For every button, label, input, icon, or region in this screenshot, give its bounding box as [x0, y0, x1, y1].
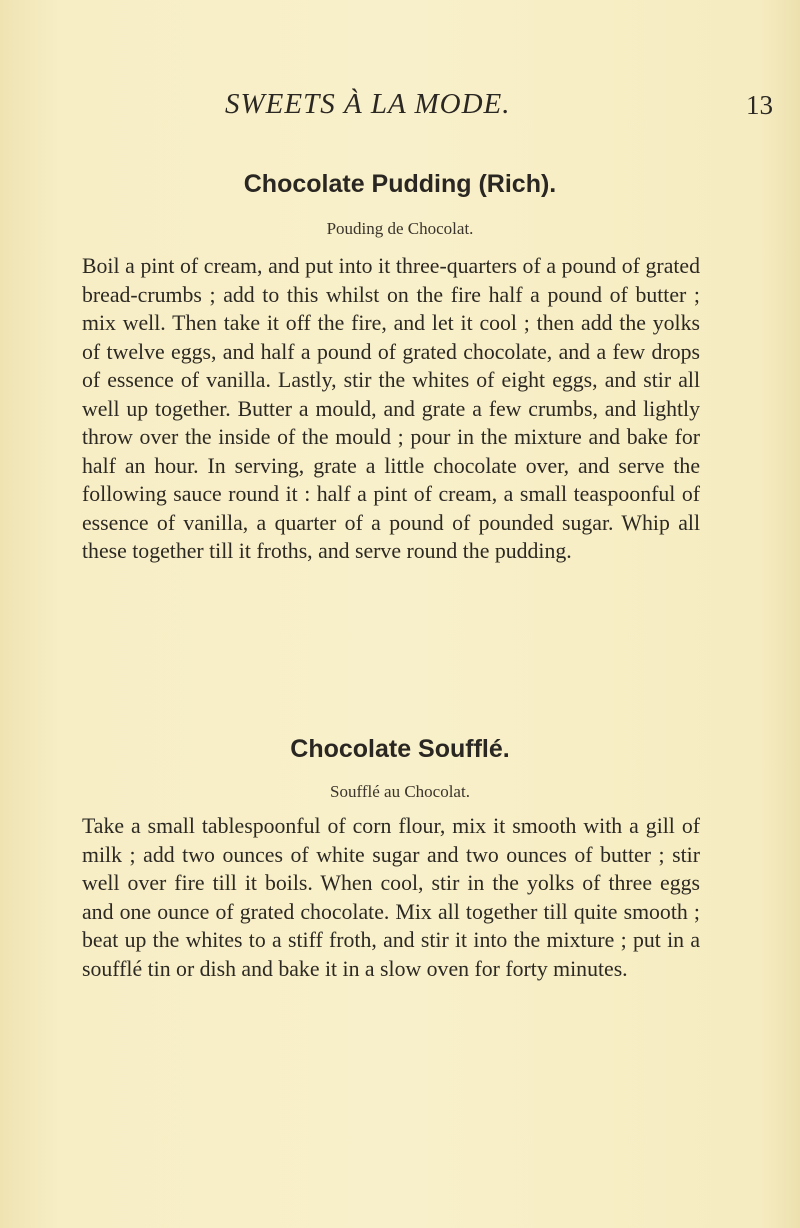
recipe-subtitle-chocolate-pudding: Pouding de Chocolat. — [326, 219, 474, 238]
running-title: SWEETS À LA MODE. — [225, 88, 511, 120]
running-head — [0, 88, 800, 128]
recipe-title-chocolate-pudding: Chocolate Pudding (Rich). — [243, 170, 557, 198]
recipe-title-chocolate-souffle: Chocolate Soufflé. — [290, 735, 510, 763]
recipe-body-chocolate-pudding: Boil a pint of cream, and put into it three-quarters of a pound of grated bread-crumbs ; add to this whilst on the fire half a pound of butter ; mix well. Then take it off the fire, and let it cool ; then add the yolks of twelve eggs, and half a pound of grated chocolate, and a few drops of essence of vanilla. Lastly, stir the whites of eight eggs, and stir all well up together. Butter a mould, and grate a few crumbs, and lightly throw over the inside of the mould ; pour in the mixture and bake for half an hour. In serving, grate a little chocolate over, and serve the following sauce round it : half a pint of cream, a small teaspoonful of essence of vanilla, a quarter of a pound of pounded sugar. Whip all these together till it froths, and serve round the pudding. — [82, 254, 700, 563]
page-number: 13 — [746, 90, 773, 120]
recipe-subtitle-chocolate-souffle: Soufflé au Chocolat. — [330, 782, 470, 801]
recipe-body-chocolate-souffle: Take a small tablespoonful of corn flour, mix it smooth with a gill of milk ; add two ounces of white sugar and two ounces of butter ; stir well over fire till it boils. When cool, stir in the yolks of three eggs and one ounce of grated chocolate. Mix all together till quite smooth ; beat up the whites to a stiff froth, and stir it into the mixture ; put in a soufflé tin or dish and bake it in a slow oven for forty minutes. — [82, 814, 700, 981]
